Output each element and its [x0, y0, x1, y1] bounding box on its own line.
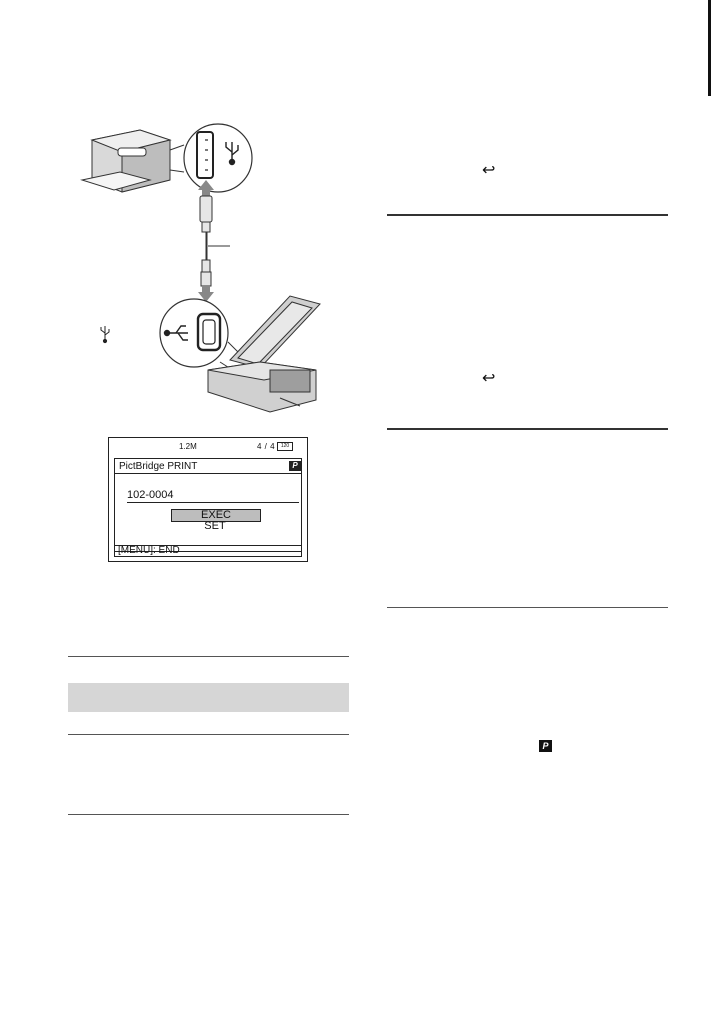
page-edge-tab — [708, 0, 711, 96]
return-icon: ↩ — [482, 162, 496, 179]
lcd-divider — [127, 502, 299, 503]
image-counter: 4 / 4 — [257, 442, 276, 451]
printer-illustration — [82, 130, 170, 192]
lcd-divider — [115, 473, 301, 474]
lcd-status-bar — [109, 438, 307, 458]
divider — [68, 656, 349, 657]
usb-icon — [99, 323, 111, 345]
file-number: 102-0004 — [127, 489, 174, 501]
divider — [387, 428, 668, 430]
camcorder-illustration — [208, 296, 320, 412]
image-size-icon: 1.2M — [179, 442, 197, 451]
lcd-title: PictBridge PRINT — [119, 461, 198, 472]
shaded-heading-bar — [68, 683, 349, 712]
lcd-menu-frame — [114, 458, 302, 552]
divider — [68, 734, 349, 735]
battery-icon: 120 — [277, 442, 293, 451]
exec-option[interactable]: EXEC — [171, 509, 261, 522]
divider — [68, 814, 349, 815]
lcd-menu-hint: [MENU]: END — [114, 545, 302, 557]
divider — [387, 214, 668, 216]
return-icon: ↩ — [482, 370, 496, 387]
lcd-screen — [108, 437, 308, 562]
printer-port-callout — [184, 124, 252, 192]
connection-illustration — [80, 100, 380, 420]
pictbridge-icon: P — [289, 461, 301, 471]
set-option[interactable]: SET — [204, 520, 226, 532]
divider — [387, 607, 668, 608]
pictbridge-icon: P — [539, 740, 552, 752]
